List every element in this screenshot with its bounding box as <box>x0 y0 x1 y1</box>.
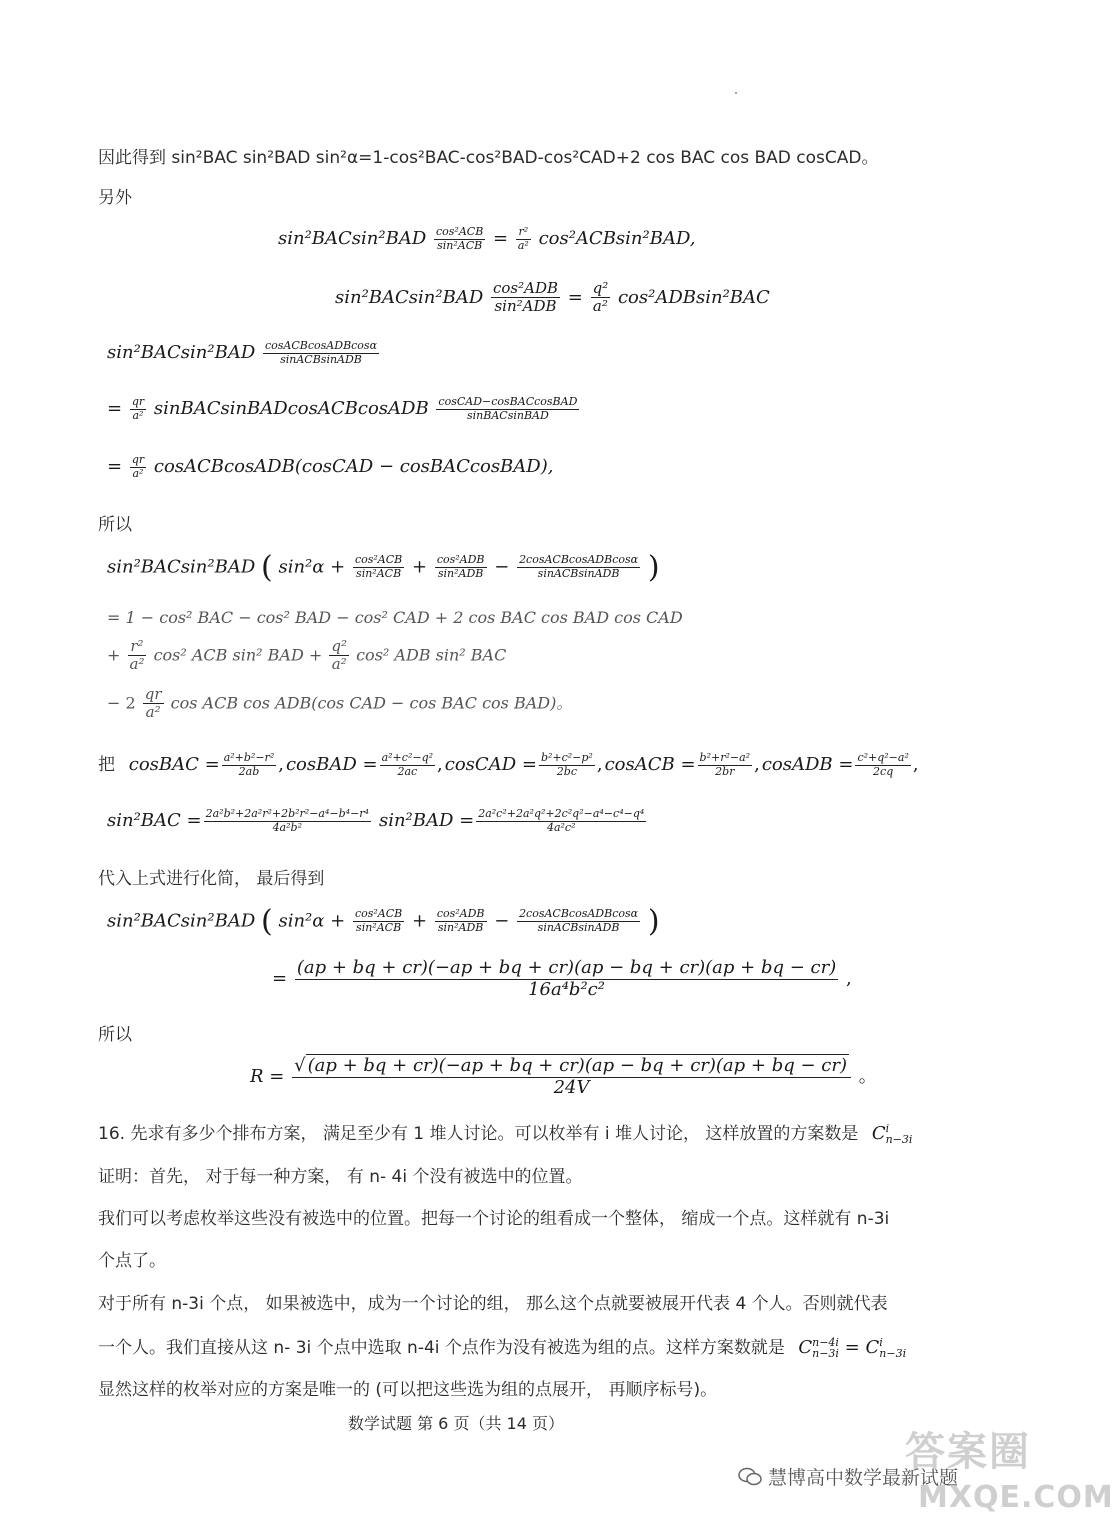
watermark-text: 慧博高中数学最新试题 <box>768 1467 959 1489</box>
eq1-eq: = <box>493 228 509 250</box>
eq4-den1: a² <box>132 408 144 422</box>
formula-sub1: n−3i <box>812 1347 839 1360</box>
eq1-rhs: cos²ACBsin²BAD, <box>538 228 696 250</box>
eq5-frac <box>130 454 146 480</box>
eq2-eq: = <box>567 286 583 308</box>
eq5-pre: = <box>107 456 123 478</box>
problem-16-text: 16. 先求有多少个排布方案， 满足至少有 1 堆人讨论。可以枚举有 i 堆人讨论， 这样放置的方案数是 <box>98 1124 859 1144</box>
top-dot <box>735 92 737 94</box>
watermark-site: MXQE.COM <box>918 1480 1114 1515</box>
eq1-frac1 <box>434 226 485 252</box>
comb-sup: i <box>885 1122 890 1135</box>
eq6-d1: sin²ACB <box>356 567 402 580</box>
eq6-d2: sin²ADB <box>437 567 484 580</box>
cos-def-lhs: cosBAC = <box>128 754 220 775</box>
eq3-lhs: sin²BACsin²BAD <box>107 342 256 364</box>
eq6-plus: + <box>411 556 428 578</box>
eq10-eq: = <box>272 968 288 990</box>
eqR-rad: (ap + bq + cr)(−ap + bq + cr)(ap − bq + cr)(ap + bq − cr) <box>307 1055 847 1076</box>
cos-def-sep: , <box>912 754 919 775</box>
page-footer: 数学试题 第 6 页（共 14 页） <box>348 1414 564 1433</box>
eq10-d3: sinACBsinADB <box>537 921 620 934</box>
eq4-pre: = <box>107 398 123 420</box>
eq1-frac2 <box>516 226 531 252</box>
eq8-t2: cos² ADB sin² BAC <box>356 645 507 665</box>
formula-sub2: n−3i <box>879 1347 907 1360</box>
cos-def-2 <box>444 750 603 778</box>
cos-def-sep: , <box>596 754 603 775</box>
sin-def-1 <box>378 807 648 834</box>
eq10-n2: cos²ADB <box>436 907 485 921</box>
eq10-frac <box>295 958 838 1000</box>
equation-3 <box>107 340 381 366</box>
cos-def-lhs: cosCAD = <box>444 754 537 775</box>
eq10-n3: 2cosACBcosADBcosα <box>519 907 639 921</box>
equation-10-lhs <box>107 904 660 939</box>
cos-def-num: b²+r²−a² <box>699 750 751 764</box>
cos-def-frac <box>539 752 595 778</box>
cos-def-sep: , <box>278 754 284 775</box>
eq2-frac1 <box>491 280 560 316</box>
cos-def-num: b²+c²−p² <box>540 750 593 764</box>
eq6-d3: sinACBsinADB <box>537 567 620 580</box>
equation-8 <box>107 638 506 674</box>
eq5-num1: qr <box>131 453 145 466</box>
paragraph-3-line-b: 一个人。我们直接从这 n- 3i 个点中选取 n-4i 个点作为没有被选为组的点。这样方案数就是 <box>98 1338 785 1358</box>
eq3-den: sinACBsinADB <box>280 352 362 366</box>
cos-def-1 <box>285 750 443 778</box>
cos-def-0 <box>128 750 284 778</box>
paragraph-3-line-b-row <box>98 1333 906 1359</box>
eq1-den1: sin²ACB <box>437 238 483 252</box>
eq5-den1: a² <box>132 466 144 480</box>
eq3-num: cosACBcosADBcosα <box>265 339 378 352</box>
para3-formula <box>798 1337 906 1358</box>
eq9-d: a² <box>145 703 161 722</box>
formula-sup1: n−4i <box>812 1336 839 1349</box>
eq1-num2: r² <box>516 226 531 240</box>
sin-def-den: 4a²b² <box>272 820 302 834</box>
eq10-n1: cos²ACB <box>354 907 403 921</box>
text-ba: 把 <box>98 755 115 775</box>
eq1-num1: cos²ACB <box>436 225 484 238</box>
eqR-tail: 。 <box>858 1066 877 1088</box>
equation-9 <box>107 686 572 722</box>
cos-def-list <box>121 750 919 778</box>
eq10-num: (ap + bq + cr)(−ap + bq + cr)(ap − bq + cr)(ap + bq − cr) <box>296 957 837 978</box>
eq10-d1: sin²ACB <box>356 921 402 934</box>
eq2-den1: sin²ADB <box>494 297 557 316</box>
sin-def-num: 2a²b²+2a²r²+2b²r²−a⁴−b⁴−r⁴ <box>205 807 369 820</box>
paragraph-2-line-a: 我们可以考虑枚举这些没有被选中的位置。把每一个讨论的组看成一个整体， 缩成一个点。这样就有 n-3i <box>98 1209 890 1229</box>
cos-def-frac <box>855 752 910 778</box>
eq6-n1: cos²ACB <box>354 553 403 567</box>
eq6-frac2 <box>435 554 487 580</box>
eq4-num2: cosCAD−cosBACcosBAD <box>438 395 578 408</box>
comb-c: C <box>871 1123 886 1144</box>
eq8-frac2 <box>329 638 349 674</box>
eq9-n: qr <box>144 685 162 703</box>
eq6-frac3 <box>517 554 640 580</box>
eq4-frac1 <box>130 396 146 422</box>
equation-7: = 1 − cos² BAC − cos² BAD − cos² CAD + 2 cos BAC cos BAD cos CAD <box>107 608 683 627</box>
eq9-rest: cos ACB cos ADB(cos CAD − cos BAC cos BAD)。 <box>170 693 573 713</box>
eq9-pre: − 2 <box>107 693 136 713</box>
text-suoyi-1: 所以 <box>98 515 132 535</box>
eqR-frac <box>292 1056 851 1098</box>
comb-sub: n−3i <box>885 1133 913 1146</box>
formula-c1: C <box>798 1337 813 1358</box>
eq2-frac2 <box>591 280 611 316</box>
paragraph-4: 显然这样的枚举对应的方案是唯一的 (可以把这些选为组的点展开， 再顺序标号)。 <box>98 1380 718 1400</box>
eq6-lparen: ( <box>261 550 273 585</box>
eq8-n1: r² <box>128 638 147 656</box>
cos-def-num: c²+q²−a² <box>857 750 909 764</box>
problem-16-combination <box>872 1123 913 1144</box>
eq8-plus: + <box>107 645 121 665</box>
eq6-t1: sin²α + <box>278 556 346 578</box>
eq8-t1: cos² ACB sin² BAD + <box>153 645 323 665</box>
equation-2 <box>335 280 770 316</box>
eq1-lhs: sin²BACsin²BAD <box>278 228 427 250</box>
line-sin-identity: 因此得到 sin²BAC sin²BAD sin²α=1-cos²BAC-cos²BAD-cos²CAD+2 cos BAC cos BAD cosCAD。 <box>98 148 879 168</box>
wechat-icon <box>738 1467 762 1487</box>
sin-definitions <box>107 808 654 834</box>
eq2-num1: cos²ADB <box>493 279 559 297</box>
paragraph-2-line-b: 个点了。 <box>98 1251 166 1271</box>
cos-def-den: 2bc <box>556 764 577 778</box>
eq1-den2: a² <box>517 238 529 252</box>
eq4-den2: sinBACsinBAD <box>467 408 549 422</box>
formula-eq: = <box>844 1337 860 1358</box>
eq6-n2: cos²ADB <box>436 553 485 567</box>
cos-def-lhs: cosACB = <box>604 754 696 775</box>
eqR-lhs: R = <box>250 1066 285 1088</box>
eq10-plus: + <box>411 910 428 932</box>
watermark-logo: 答案圈 <box>905 1429 1031 1475</box>
eq10-den: 16a⁴b²c² <box>528 978 605 1000</box>
eq10-t1: sin²α + <box>278 910 346 932</box>
cos-def-sep: , <box>437 754 443 775</box>
sin-def-frac <box>204 808 371 834</box>
text-dairu: 代入上式进行化简， 最后得到 <box>98 869 325 889</box>
equation-R <box>250 1056 877 1098</box>
eq10-tail: , <box>845 968 852 990</box>
cos-def-4 <box>761 750 919 778</box>
sin-def-frac <box>476 808 646 834</box>
cos-def-frac <box>222 752 277 778</box>
eq2-lhs: sin²BACsin²BAD <box>335 286 484 308</box>
formula-sup2: i <box>879 1336 883 1349</box>
cos-def-frac <box>698 752 753 778</box>
text-suoyi-2: 所以 <box>98 1025 132 1045</box>
sin-def-lhs: sin²BAC = <box>107 810 202 832</box>
eq8-d1: a² <box>129 655 145 674</box>
problem-16-line <box>98 1119 912 1145</box>
eq10-frac2 <box>435 908 487 934</box>
eq4-mid: sinBACsinBADcosACBcosADB <box>153 398 429 420</box>
equation-1 <box>278 226 695 252</box>
cos-definitions <box>98 750 919 778</box>
sin-def-lhs: sin²BAD = <box>378 810 475 832</box>
text-lingwai: 另外 <box>98 188 132 208</box>
eq3-frac <box>263 340 379 366</box>
cos-def-num: a²+c²−q² <box>381 750 434 764</box>
cos-def-frac <box>380 752 435 778</box>
eq2-num2: q² <box>592 279 609 297</box>
sin-def-num: 2a²c²+2a²q²+2c²q²−a⁴−c⁴−q⁴ <box>478 807 645 820</box>
eq10-lparen: ( <box>261 904 273 939</box>
eq8-frac1 <box>128 638 147 674</box>
equation-5 <box>107 454 553 480</box>
eq10-minus: − <box>494 910 510 932</box>
sin-def-0 <box>107 807 373 834</box>
eq10-d2: sin²ADB <box>437 921 484 934</box>
eq6-frac1 <box>353 554 404 580</box>
eq6-n3: 2cosACBcosADBcosα <box>519 553 639 567</box>
eqR-den: 24V <box>553 1076 590 1098</box>
paragraph-3-line-a: 对于所有 n-3i 个点， 如果被选中，成为一个讨论的组， 那么这个点就要被展开代表 4 个人。否则就代表 <box>98 1294 888 1314</box>
eq6-rparen: ) <box>647 550 660 585</box>
sin-def-den: 4a²c² <box>546 820 576 834</box>
cos-def-3 <box>604 750 760 778</box>
cos-def-den: 2ac <box>397 764 418 778</box>
eq2-den2: a² <box>592 297 608 316</box>
cos-def-lhs: cosADB = <box>761 754 854 775</box>
eq5-rest: cosACBcosADB(cosCAD − cosBACcosBAD), <box>153 456 554 478</box>
eq6-lhs: sin²BACsin²BAD <box>107 556 256 578</box>
equation-4 <box>107 396 581 422</box>
cos-def-den: 2ab <box>238 764 260 778</box>
proof-line-1: 证明：首先， 对于每一种方案， 有 n- 4i 个没有被选中的位置。 <box>98 1167 583 1187</box>
eq10-lhs: sin²BACsin²BAD <box>107 910 256 932</box>
formula-c2: C <box>865 1337 880 1358</box>
eq8-n2: q² <box>331 637 347 655</box>
cos-def-lhs: cosBAD = <box>285 754 378 775</box>
eq10-frac1 <box>353 908 404 934</box>
eq4-frac2 <box>436 396 579 422</box>
eq6-minus: − <box>494 556 510 578</box>
eq8-d2: a² <box>331 655 347 674</box>
eq4-num1: qr <box>131 395 145 408</box>
eq10-rparen: ) <box>647 904 660 939</box>
equation-10-rhs <box>272 958 852 1000</box>
cos-def-den: 2br <box>715 764 735 778</box>
cos-def-sep: , <box>754 754 760 775</box>
equation-6 <box>107 550 660 585</box>
eq2-rhs: cos²ADBsin²BAC <box>617 286 770 308</box>
eq10-frac3 <box>517 908 640 934</box>
eqR-numerator <box>292 1056 851 1078</box>
cos-def-num: a²+b²−r² <box>223 750 275 764</box>
cos-def-den: 2cq <box>873 764 894 778</box>
eq9-frac <box>143 686 164 722</box>
sqrt-symbol: √ <box>294 1055 306 1076</box>
